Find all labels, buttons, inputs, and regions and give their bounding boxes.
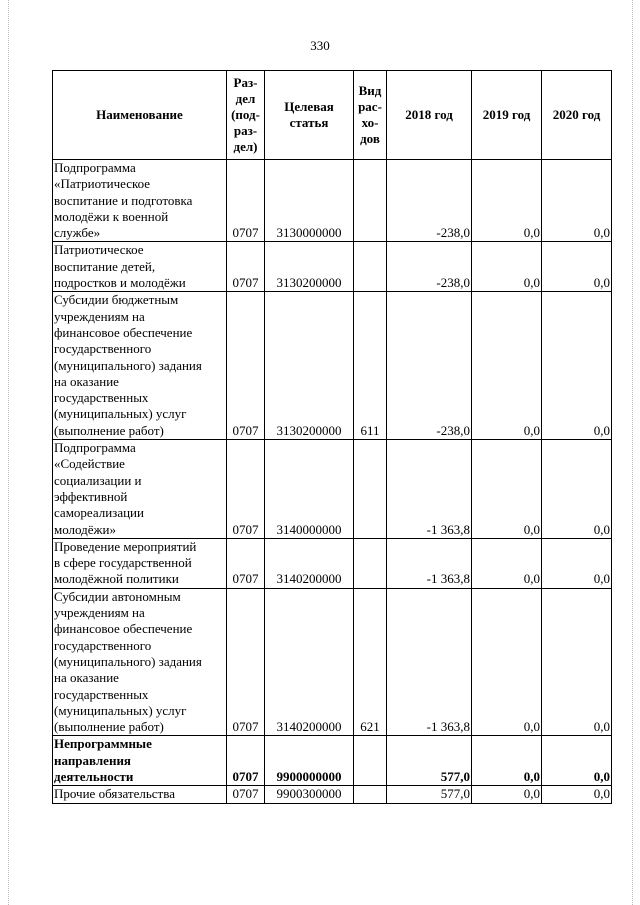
cell-section: 0707 bbox=[227, 160, 265, 242]
cell-y2020: 0,0 bbox=[542, 736, 612, 786]
table-row bbox=[53, 160, 612, 242]
cell-y2018: 577,0 bbox=[387, 736, 472, 786]
cell-y2020: 0,0 bbox=[542, 786, 612, 803]
cell-name: Прочие обязательства bbox=[53, 786, 227, 803]
page-number: 330 bbox=[310, 38, 330, 53]
cell-y2018: 577,0 bbox=[387, 786, 472, 803]
table-row bbox=[53, 786, 612, 803]
cell-y2020: 0,0 bbox=[542, 292, 612, 440]
header-2020: 2020 год bbox=[542, 71, 612, 160]
table-row bbox=[53, 242, 612, 292]
cell-section: 0707 bbox=[227, 786, 265, 803]
table-row bbox=[53, 736, 612, 786]
table-row bbox=[53, 588, 612, 736]
cell-kind bbox=[354, 440, 387, 539]
cell-name: Проведение мероприятий в сфере государственной молодёжной политики bbox=[53, 538, 227, 588]
header-2018: 2018 год bbox=[387, 71, 472, 160]
cell-target: 3130000000 bbox=[265, 160, 354, 242]
cell-kind: 611 bbox=[354, 292, 387, 440]
cell-kind bbox=[354, 736, 387, 786]
cell-y2018: -1 363,8 bbox=[387, 538, 472, 588]
cell-y2018: -238,0 bbox=[387, 242, 472, 292]
cell-y2020: 0,0 bbox=[542, 538, 612, 588]
cell-name: Патриотическое воспитание детей, подростков и молодёжи bbox=[53, 242, 227, 292]
table-row bbox=[53, 538, 612, 588]
cell-y2019: 0,0 bbox=[472, 292, 542, 440]
table-row bbox=[53, 440, 612, 539]
binding-edge-left bbox=[8, 0, 9, 905]
cell-name: Непрограммные направления деятельности bbox=[53, 736, 227, 786]
cell-name: Подпрограмма «Патриотическое воспитание и подготовка молодёжи к военной службе» bbox=[53, 160, 227, 242]
header-section: Раз- дел (под- раз- дел) bbox=[227, 71, 265, 160]
header-target: Целевая статья bbox=[265, 71, 354, 160]
budget-table bbox=[52, 70, 612, 804]
cell-target: 3140000000 bbox=[265, 440, 354, 539]
cell-y2019: 0,0 bbox=[472, 588, 542, 736]
cell-y2019: 0,0 bbox=[472, 242, 542, 292]
cell-kind bbox=[354, 538, 387, 588]
cell-y2019: 0,0 bbox=[472, 538, 542, 588]
cell-y2020: 0,0 bbox=[542, 440, 612, 539]
cell-y2020: 0,0 bbox=[542, 588, 612, 736]
cell-y2019: 0,0 bbox=[472, 786, 542, 803]
table-row bbox=[53, 292, 612, 440]
cell-section: 0707 bbox=[227, 538, 265, 588]
header-2019: 2019 год bbox=[472, 71, 542, 160]
cell-section: 0707 bbox=[227, 440, 265, 539]
cell-target: 9900300000 bbox=[265, 786, 354, 803]
cell-target: 3140200000 bbox=[265, 588, 354, 736]
header-name: Наименование bbox=[53, 71, 227, 160]
cell-target: 9900000000 bbox=[265, 736, 354, 786]
cell-target: 3130200000 bbox=[265, 292, 354, 440]
table-body bbox=[53, 160, 612, 804]
cell-kind bbox=[354, 786, 387, 803]
cell-name: Подпрограмма «Содействие социализации и эффективной самореализации молодёжи» bbox=[53, 440, 227, 539]
cell-section: 0707 bbox=[227, 736, 265, 786]
cell-kind bbox=[354, 242, 387, 292]
cell-y2019: 0,0 bbox=[472, 736, 542, 786]
cell-y2020: 0,0 bbox=[542, 160, 612, 242]
table-header-row bbox=[53, 71, 612, 160]
header-kind: Вид рас- хо- дов bbox=[354, 71, 387, 160]
cell-y2020: 0,0 bbox=[542, 242, 612, 292]
cell-kind: 621 bbox=[354, 588, 387, 736]
cell-section: 0707 bbox=[227, 292, 265, 440]
cell-section: 0707 bbox=[227, 242, 265, 292]
cell-y2019: 0,0 bbox=[472, 440, 542, 539]
cell-y2019: 0,0 bbox=[472, 160, 542, 242]
cell-name: Субсидии бюджетным учреждениям на финансовое обеспечение государственного (муниципального) задания на оказание государственных (муниципальных) услуг (выполнение работ) bbox=[53, 292, 227, 440]
cell-target: 3130200000 bbox=[265, 242, 354, 292]
cell-kind bbox=[354, 160, 387, 242]
cell-name: Субсидии автономным учреждениям на финансовое обеспечение государственного (муниципального) задания на оказание государственных (муниципальных) услуг (выполнение работ) bbox=[53, 588, 227, 736]
cell-y2018: -1 363,8 bbox=[387, 440, 472, 539]
cell-y2018: -238,0 bbox=[387, 292, 472, 440]
cell-y2018: -238,0 bbox=[387, 160, 472, 242]
binding-edge-right bbox=[632, 0, 633, 905]
cell-target: 3140200000 bbox=[265, 538, 354, 588]
cell-section: 0707 bbox=[227, 588, 265, 736]
cell-y2018: -1 363,8 bbox=[387, 588, 472, 736]
